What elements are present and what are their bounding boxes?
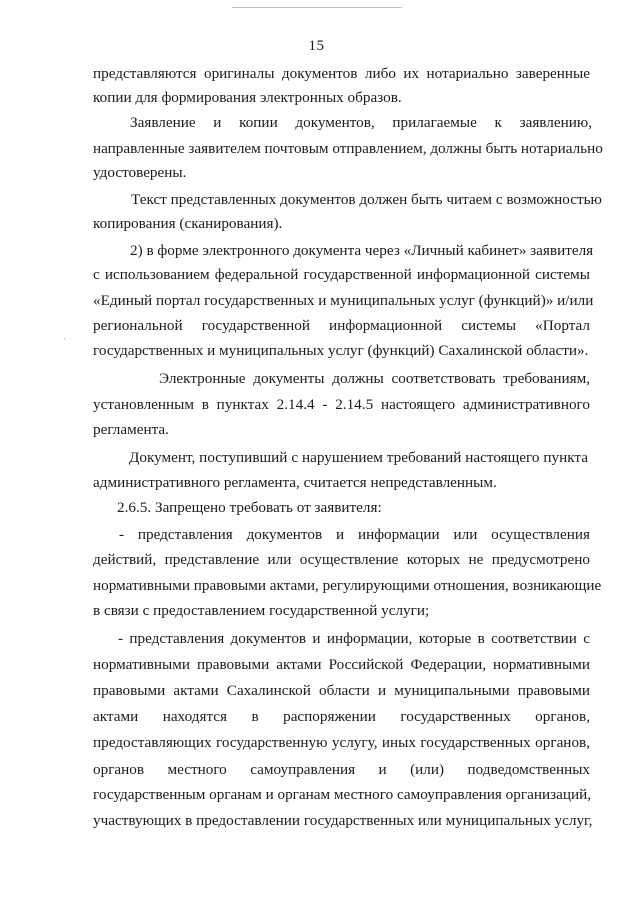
text-line: - представления документов и информации, которые в соответствии с	[118, 630, 590, 647]
text-line: удостоверены.	[93, 164, 187, 181]
text-line: правовыми актами Сахалинской области и муниципальными правовыми	[93, 682, 590, 699]
page-number: 15	[308, 38, 325, 54]
text-line: представляются оригиналы документов либо их нотариально заверенные	[93, 65, 590, 82]
text-line: актами находятся в распоряжении государственных органов,	[93, 708, 590, 725]
text-line: государственных и муниципальных услуг (функций) Сахалинской области».	[93, 342, 589, 359]
text-line: Текст представленных документов должен быть читаем с возможностью	[131, 191, 602, 208]
text-line: предоставляющих государственную услугу, иных государственных органов,	[93, 734, 590, 751]
text-line: - представления документов и информации или осуществления	[119, 526, 590, 543]
text-line: административного регламента, считается непредставленным.	[93, 474, 497, 491]
text-line: направленные заявителем почтовым отправлением, должны быть нотариально	[93, 140, 603, 157]
text-line: копии для формирования электронных образов.	[93, 89, 402, 106]
text-line: государственным органам и органам местного самоуправления организаций,	[93, 786, 592, 803]
text-line: органов местного самоуправления и (или) подведомственных	[93, 761, 590, 778]
scan-speck: ·	[63, 334, 66, 344]
text-line: установленным в пунктах 2.14.4 - 2.14.5 настоящего административного	[93, 396, 590, 413]
text-line: Документ, поступивший с нарушением требований настоящего пункта	[129, 449, 588, 466]
text-line: с использованием федеральной государственной информационной системы	[93, 266, 590, 283]
text-line: Электронные документы должны соответствовать требованиям,	[159, 370, 590, 387]
text-line: действий, представление или осуществление которых не предусмотрено	[93, 551, 590, 568]
text-line: 2) в форме электронного документа через «Личный кабинет» заявителя	[130, 242, 594, 259]
text-line: «Единый портал государственных и муниципальных услуг (функций)» и/или	[93, 292, 594, 309]
text-line: Заявление и копии документов, прилагаемые к заявлению,	[130, 114, 592, 131]
text-line: нормативными правовыми актами, регулирующими отношения, возникающие	[93, 577, 602, 594]
scan-edge-line	[232, 7, 402, 8]
text-line: в связи с предоставлением государственной услуги;	[93, 602, 430, 619]
text-line: нормативными правовыми актами Российской Федерации, нормативными	[93, 656, 590, 673]
text-line: регламента.	[93, 421, 169, 438]
text-line: 2.6.5. Запрещено требовать от заявителя:	[117, 499, 382, 516]
text-line: копирования (сканирования).	[93, 215, 283, 232]
text-line: региональной государственной информационной системы «Портал	[93, 317, 590, 334]
text-line: участвующих в предоставлении государственных или муниципальных услуг,	[93, 812, 593, 829]
